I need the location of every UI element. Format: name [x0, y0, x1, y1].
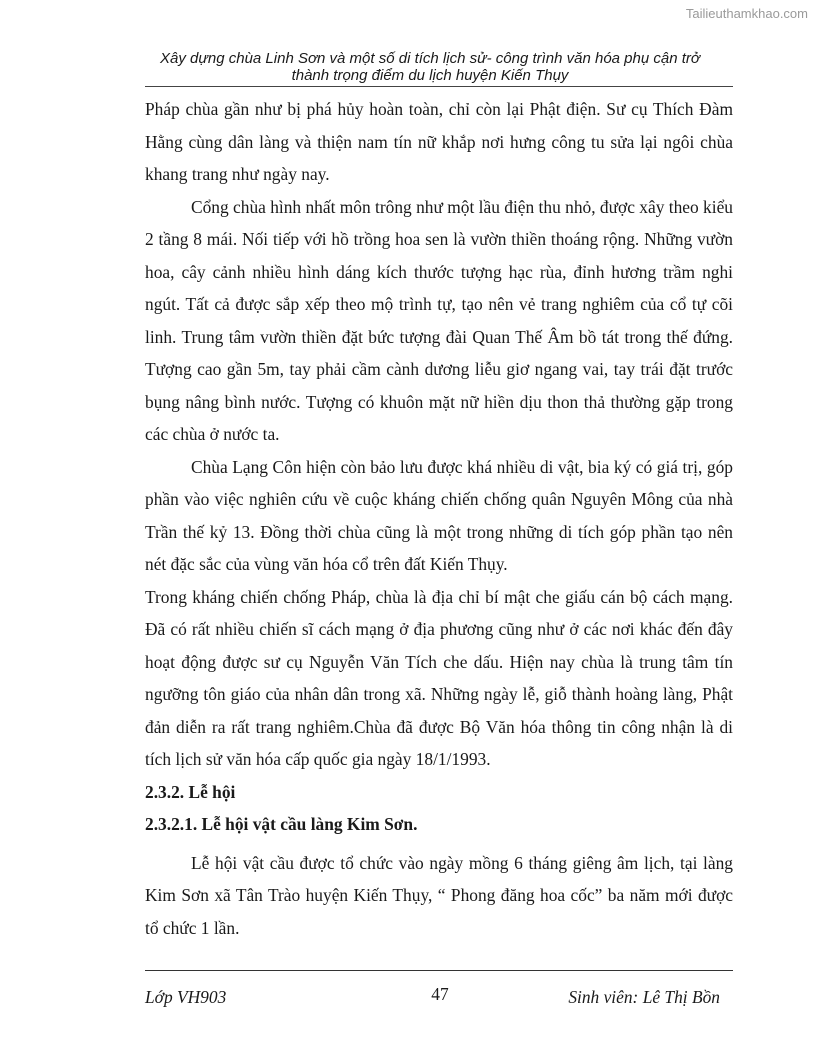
- running-header: [130, 50, 730, 84]
- paragraph: Lễ hội vật cầu được tổ chức vào ngày mồng 6 tháng giêng âm lịch, tại làng Kim Sơn xã Tân Trào huyện Kiến Thụy, “ Phong đăng hoa cốc” ba năm mới được tổ chức 1 lần.: [145, 852, 733, 938]
- footer-divider: [145, 970, 733, 971]
- page-body: [145, 93, 733, 944]
- page-number: 47: [431, 984, 449, 1004]
- footer-class: Lớp VH903: [145, 987, 227, 1007]
- watermark: Tailieuthamkhao.com: [685, 6, 808, 21]
- header-divider: [145, 86, 733, 87]
- paragraph: Pháp chùa gần như bị phá hủy hoàn toàn, chỉ còn lại Phật điện. Sư cụ Thích Đàm Hằng cùng dân làng và thiện nam tín nữ khắp nơi hưng công tu sửa lại ngôi chùa khang trang như ngày nay.: [145, 99, 733, 184]
- paragraph: Cổng chùa hình nhất môn trông như một lầu điện thu nhỏ, được xây theo kiểu 2 tầng 8 mái. Nối tiếp với hồ trồng hoa sen là vườn thiền thoáng rộng. Những vườn hoa, cây cảnh nhiều hình dáng kích thước tượng hạc rùa, đỉnh hương trầm nghi ngút. Tất cả được sắp xếp theo mộ trình tự, tạo nên vẻ trang nghiêm của cổ tự cõi linh. Trung tâm vườn thiền đặt bức tượng đài Quan Thế Âm bồ tát trong thế đứng. Tượng cao gần 5m, tay phải cầm cành dương liễu giơ ngang vai, tay trái đặt trước bụng nâng bình nước. Tượng có khuôn mặt nữ hiền dịu thon thả thường gặp trong các chùa ở nước ta.: [145, 196, 733, 444]
- header-line-2: thành trọng điểm du lịch huyện Kiến Thụy: [291, 67, 569, 84]
- footer-student: Sinh viên: Lê Thị Bồn: [568, 987, 720, 1007]
- section-heading: 2.3.2. Lễ hội: [145, 781, 236, 802]
- paragraph: Trong kháng chiến chống Pháp, chùa là địa chỉ bí mật che giấu cán bộ cách mạng. Đã có rất nhiều chiến sĩ cách mạng ở địa phương cũng như ở các nơi khác đến đây hoạt động được sư cụ Nguyễn Văn Tích che dấu. Hiện nay chùa là trung tâm tín ngưỡng tôn giáo của nhân dân trong xã. Những ngày lễ, giỗ thành hoàng làng, Phật đản diễn ra rất trang nghiêm.Chùa đã được Bộ Văn hóa thông tin công nhận là di tích lịch sử văn hóa cấp quốc gia ngày 18/1/1993.: [145, 586, 733, 769]
- paragraph: Chùa Lạng Côn hiện còn bảo lưu được khá nhiều di vật, bia ký có giá trị, góp phần vào việc nghiên cứu về cuộc kháng chiến chống quân Nguyên Mông của nhà Trần thế kỷ 13. Đồng thời chùa cũng là một trong những di tích góp phần tạo nên nét đặc sắc của vùng văn hóa cổ trên đất Kiến Thụy.: [145, 456, 733, 574]
- header-line-1: Xây dựng chùa Linh Sơn và một số di tích lịch sử- công trình văn hóa phụ cận trở: [160, 50, 700, 67]
- subsection-heading: 2.3.2.1. Lễ hội vật cầu làng Kim Sơn.: [145, 814, 418, 834]
